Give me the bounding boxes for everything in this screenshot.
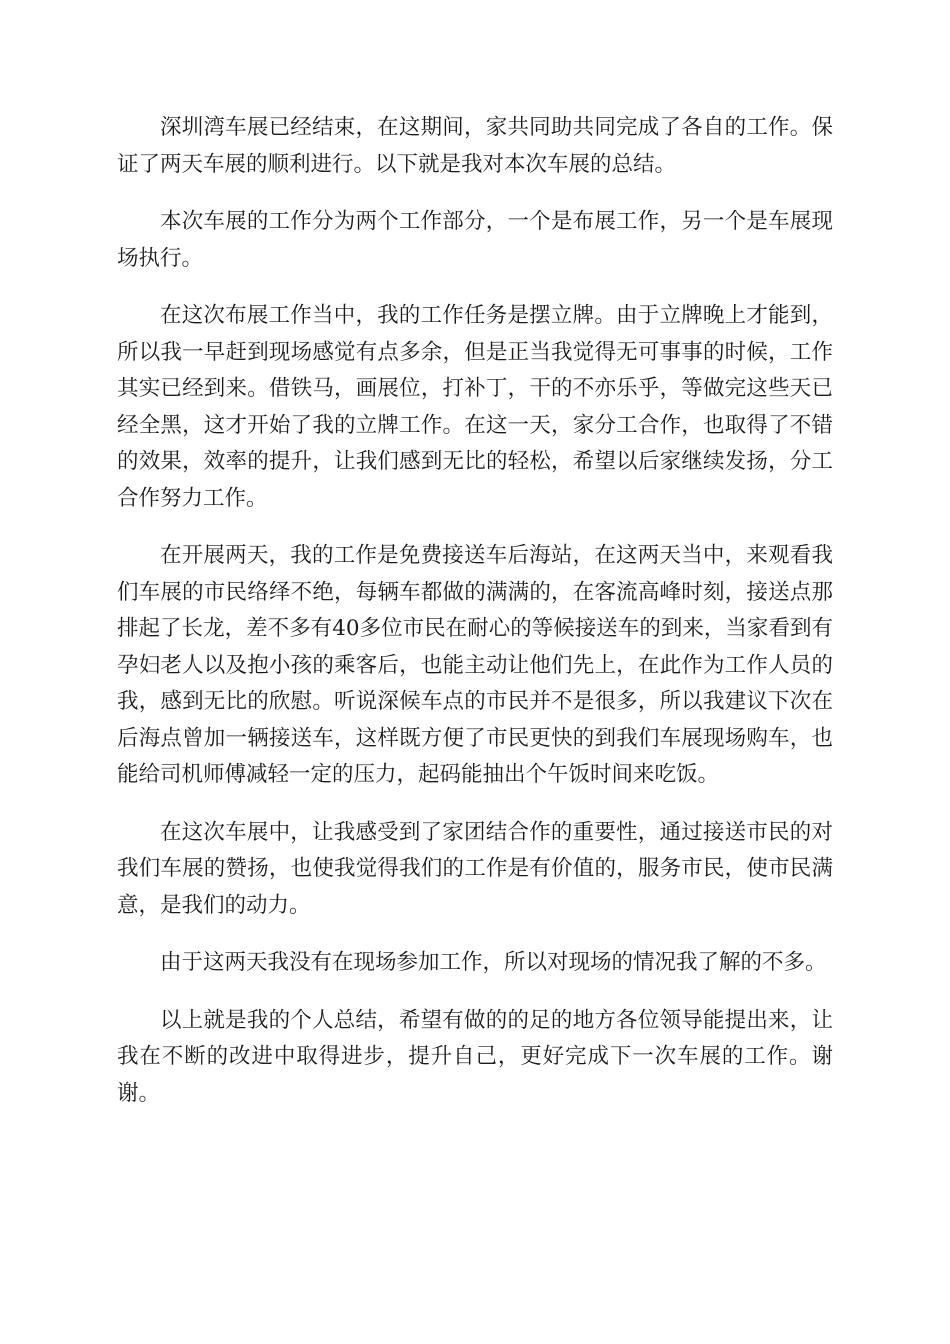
paragraph-intro: 深圳湾车展已经结束，在这期间，家共同助共同完成了各自的工作。保证了两天车展的顺利进行。以下就是我对本次车展的总结。 (117, 115, 833, 177)
paragraph-closing: 以上就是我的个人总结，希望有做的的足的地方各位领导能提出来，让我在不断的改进中取得进步，提升自己，更好完成下一次车展的工作。谢谢。 (117, 1007, 833, 1106)
paragraph-shuttle-work: 在开展两天，我的工作是免费接送车后海站，在这两天当中，来观看我们车展的市民络绎不绝，每辆车都做的满满的，在客流高峰时刻，接送点那排起了长龙，差不多有40多位市民在耐心的等候接送车的到来，当家看到有孕妇老人以及抱小孩的乘客后，也能主动让他们先上，在此作为工作人员的我，感到无比的欣慰。听说深候车点的市民并不是很多，所以我建议下次在后海点曾加一辆接送车，这样既方便了市民更快的到我们车展现场购车，也能给司机师傅减轻一定的压力，起码能抽出个午饭时间来吃饭。 (117, 543, 833, 787)
paragraph-onsite-note: 由于这两天我没有在现场参加工作，所以对现场的情况我了解的不多。 (160, 950, 827, 975)
paragraph-setup-work: 在这次布展工作当中，我的工作任务是摆立牌。由于立牌晚上才能到，所以我一早赶到现场感觉有点多余，但是正当我觉得无可事事的时候，工作其实已经到来。借铁马，画展位，打补丁，干的不亦乐乎，等做完这些天已经全黑，这才开始了我的立牌工作。在这一天，家分工合作，也取得了不错的效果，效率的提升，让我们感到无比的轻松，希望以后家继续发扬，分工合作努力工作。 (117, 303, 833, 511)
document-body (117, 110, 833, 1133)
paragraph-teamwork: 在这次车展中，让我感受到了家团结合作的重要性，通过接送市民的对我们车展的赞扬，也使我觉得我们的工作是有价值的，服务市民，使市民满意，是我们的动力。 (117, 819, 833, 918)
paragraph-work-parts: 本次车展的工作分为两个工作部分，一个是布展工作，另一个是车展现场执行。 (117, 209, 833, 271)
